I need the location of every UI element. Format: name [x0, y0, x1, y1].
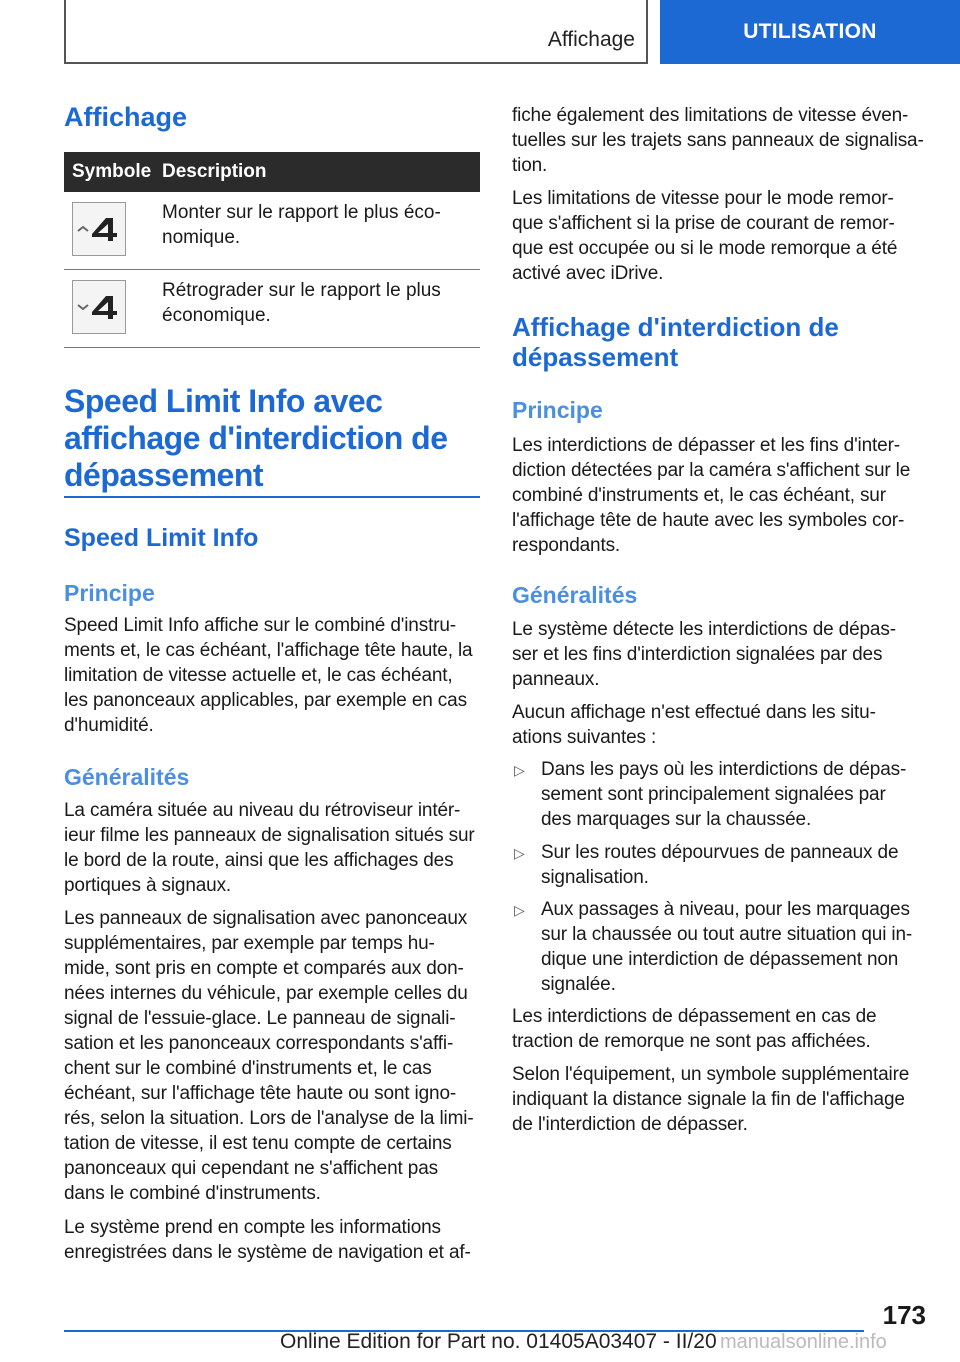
footer-watermark[interactable]: manualsonline.info — [720, 1331, 887, 1353]
header-section-title: Affichage — [547, 28, 635, 51]
section-heading-interdiction: Affichage d'interdiction de dépassement — [512, 312, 839, 372]
table-cell-description: Monter sur le rapport le plus éco-nomique. — [154, 192, 480, 270]
paragraph-continued-1: fiche également des limitations de vitesse éven- tuelles sur les trajets sans panneaux de signalisa- tion. — [512, 105, 924, 176]
heading-generalites-right: Généralités — [512, 582, 638, 608]
paragraph-generalites-3: Le système prend en compte les informations enregistrées dans le système de navigation et af- — [64, 1217, 471, 1263]
paragraph-generalites-right-2: Aucun affichage n'est effectué dans les situ- ations suivantes : — [512, 702, 876, 748]
sub-heading-speed-limit-info: Speed Limit Info — [64, 524, 259, 552]
heading-generalites: Généralités — [64, 764, 190, 790]
chapter-divider — [64, 496, 480, 498]
paragraph-continued-2: Les limitations de vitesse pour le mode remor- que s'affichent si la prise de courant de remor- que est occupée ou si le mode remorque a été activé avec iDrive. — [512, 188, 898, 284]
paragraph-generalites-1: La caméra située au niveau du rétroviseur intér- ieur filme les panneaux de signalisation situés sur le bord de la route, ainsi que les affichages des portiques à signaux. — [64, 800, 475, 896]
table-header-description: Description — [154, 152, 480, 192]
downshift-gear-4-icon — [72, 280, 126, 334]
triangle-bullet-icon: ▷ — [514, 845, 525, 861]
paragraph-generalites-right-4: Selon l'équipement, un symbole supplémentaire indiquant la distance signale la fin de l'affichage de l'interdiction de dépasser. — [512, 1064, 910, 1135]
table-row — [64, 192, 480, 270]
paragraph-generalites-right-3: Les interdictions de dépassement en cas de traction de remorque ne sont pas affichées. — [512, 1006, 877, 1052]
list-item: Dans les pays où les interdictions de dépas- sement sont principalement signalées par des marquages sur la chaussée. — [541, 759, 907, 830]
triangle-bullet-icon: ▷ — [514, 902, 525, 918]
page-number: 173 — [882, 1300, 926, 1330]
list-item: Sur les routes dépourvues de panneaux de signalisation. — [541, 842, 899, 888]
header-chapter-tab[interactable]: UTILISATION — [660, 0, 960, 64]
table-header-symbol: Symbole — [64, 152, 154, 192]
triangle-bullet-icon: ▷ — [514, 762, 525, 778]
paragraph-principe-right: Les interdictions de dépasser et les fins d'inter- diction détectées par la caméra s'affichent sur le combiné d'instruments et, le cas échéant, sur l'affichage tête de haute avec les symboles cor- respondants. — [512, 435, 911, 556]
footer-edition: Online Edition for Part no. 01405A03407 - II/20 — [280, 1330, 717, 1353]
paragraph-principe: Speed Limit Info affiche sur le combiné d'instru- ments et, le cas échéant, l'affichage tête haute, la limitation de vitesse actuelle et, le cas échéant, les panonceaux applicables, par exemple en cas d'humidité. — [64, 615, 473, 736]
section-heading-affichage: Affichage — [64, 102, 188, 132]
table-row — [64, 270, 480, 348]
heading-principe: Principe — [64, 580, 155, 606]
heading-principe-right: Principe — [512, 397, 603, 423]
symbol-table — [64, 152, 480, 348]
paragraph-generalites-2: Les panneaux de signalisation avec panonceaux supplémentaires, par exemple par temps hu- mide, sont pris en compte et comparés aux don- nées internes du véhicule, par exemple celles du signal de l'essuie-glace. Le panneau de signali- sation et les panonceaux correspondants s'affi- chent sur le combiné d'instruments et, le cas échéant, sur l'affichage tête haute ou sont igno- rés, selon la situation. Lors de l'analyse de la limi- tation de vitesse, il est tenu compte de certains panonceaux qui cependant ne s'affichent pas dans le combiné d'instruments. — [64, 908, 474, 1204]
paragraph-generalites-right-1: Le système détecte les interdictions de dépas- ser et les fins d'interdiction signalées par des panneaux. — [512, 619, 896, 690]
chapter-heading: Speed Limit Info avec affichage d'interdiction de dépassement — [64, 383, 448, 493]
list-item: Aux passages à niveau, pour les marquages sur la chaussée ou tout autre situation qui in- dique une interdiction de dépassement non signalée. — [541, 899, 913, 995]
table-cell-description: Rétrograder sur le rapport le plus économique. — [154, 270, 480, 348]
upshift-gear-4-icon — [72, 202, 126, 256]
